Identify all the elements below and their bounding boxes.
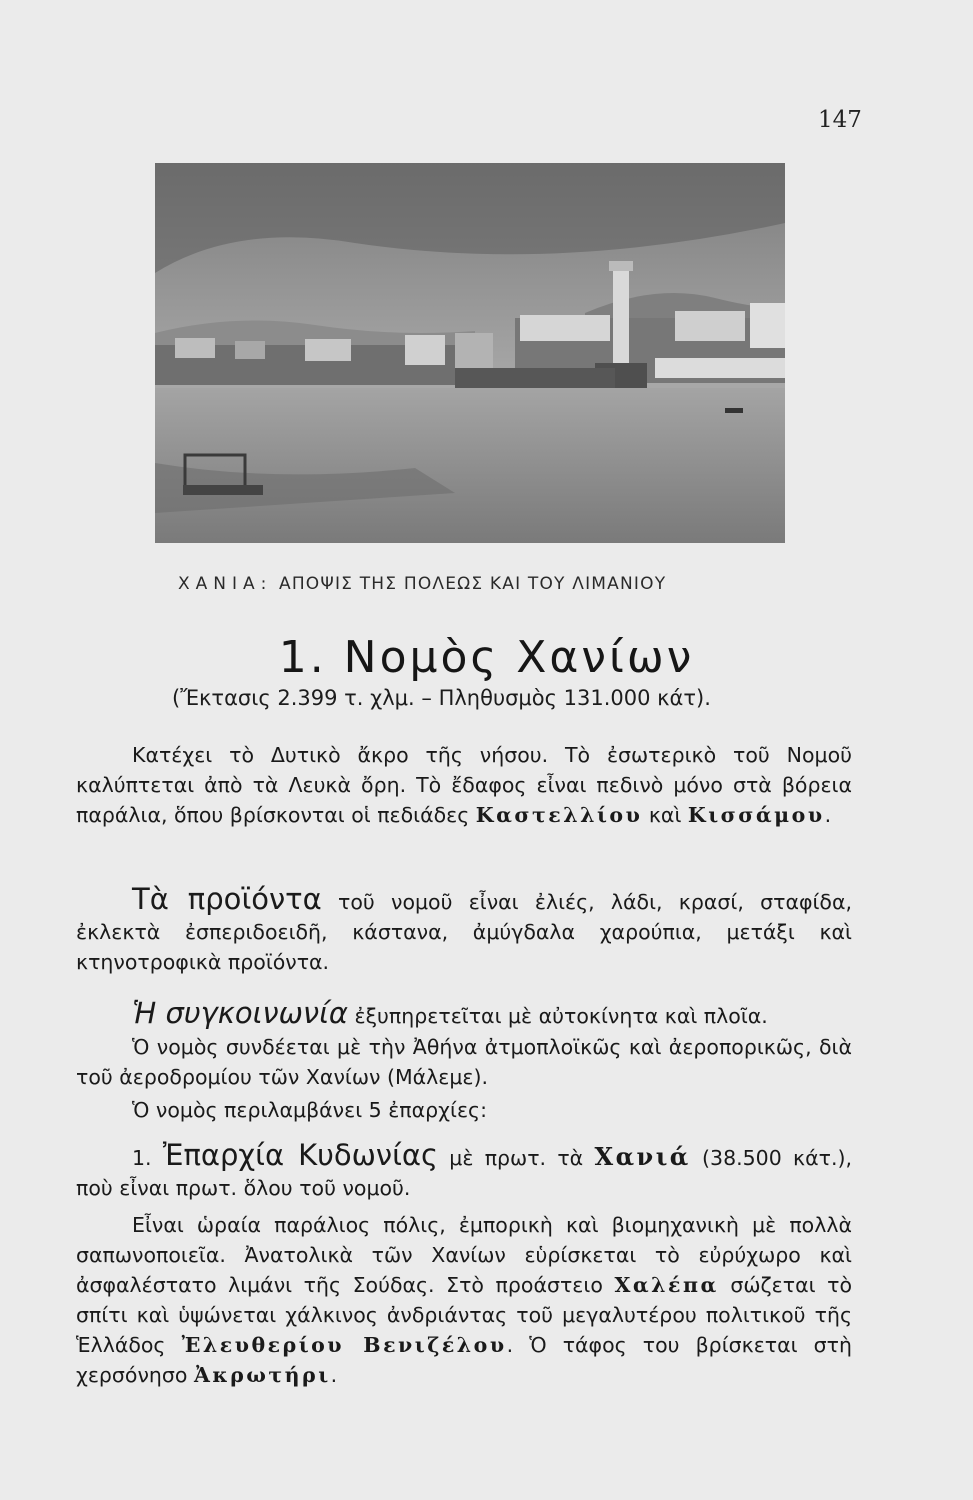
p1-kastelli: Καστελλίου — [475, 803, 643, 827]
paragraph-transport — [76, 998, 852, 1031]
caption-lead: ΧΑΝΙΑ: — [178, 574, 273, 594]
harbor-photo-icon — [155, 163, 785, 543]
paragraph-products — [76, 884, 852, 977]
p7-text-e: . Ὁ τάφος του βρίσκεται στὴ χερσόνησο — [76, 1333, 853, 1387]
paragraph-location — [76, 740, 852, 830]
harbor-photo — [155, 163, 785, 543]
p7-venizelos: Ἐλευθερίου Βενιζέλου — [181, 1333, 507, 1357]
p1-kissamos: Κισσάμου — [687, 803, 825, 827]
page-number: 147 — [818, 107, 862, 133]
paragraph-chania-city — [76, 1210, 852, 1390]
p2-text: τοῦ νομοῦ εἶναι ἐλιές, λάδι, κρασί, σταφίδα, ἐκλεκτὰ ἐσπεριδοειδῆ, κάστανα, ἀμύγδαλα χαρούπια, μετάξι καὶ κτηνοτροφικὰ προϊόντα. — [76, 890, 852, 974]
p7-chalepa: Χαλέπα — [614, 1273, 719, 1297]
p6-text-e: (38.500 κάτ.), ποὺ εἶναι πρωτ. ὅλου τοῦ νομοῦ. — [76, 1146, 852, 1200]
p1-text-a: Κατέχει τὸ Δυτικὸ ἄκρο τῆς νήσου. Τὸ ἐσωτερικὸ τοῦ Νομοῦ καλύπτεται ἀπὸ τὰ Λευκὰ ὄρη. Τὸ ἔδαφος εἶναι πεδινὸ μόνο στὰ βόρεια παράλια, ὅπου βρίσκονται οἱ πεδιάδες — [76, 743, 852, 827]
p6-chania: Χανιά — [594, 1142, 691, 1171]
paragraph-connection: Ὁ νομὸς συνδέεται μὲ τὴν Ἀθήνα ἀτμοπλοϊκῶς καὶ ἀεροπορικῶς, διὰ τοῦ ἀεροδρομίου τῶν Χανίων (Μάλεμε). — [76, 1035, 852, 1089]
p6-text-c: μὲ πρωτ. τὰ — [438, 1146, 595, 1170]
section-subtitle: (Ἔκτασις 2.399 τ. χλμ. – Πληθυσμὸς 131.000 κάτ). — [172, 686, 711, 710]
paragraph-kydonia — [76, 1140, 852, 1203]
p6-number: 1. — [132, 1146, 163, 1170]
p7-text-g: . — [330, 1363, 338, 1387]
p6-heading: Ἐπαρχία Κυδωνίας — [162, 1138, 439, 1172]
photo-caption — [178, 574, 778, 594]
p7-text-c: σώζεται τὸ σπίτι καὶ ὑψώνεται χάλκινος ἀνδριάντας τοῦ μεγαλυτέρου πολιτικοῦ τῆς Ἑλλάδος — [76, 1273, 852, 1357]
paragraph-provinces: Ὁ νομὸς περιλαμβάνει 5 ἐπαρχίες: — [132, 1098, 487, 1122]
p1-text-c: καὶ — [642, 803, 688, 827]
p3-heading: Ἡ συγκοινωνία — [132, 996, 349, 1030]
p7-akrotiri: Ἀκρωτήρι — [193, 1363, 331, 1387]
section-title: 1. Νομὸς Χανίων — [278, 632, 695, 683]
p1-text-e: . — [824, 803, 832, 827]
p2-heading: Τὰ προϊόντα — [132, 882, 322, 916]
p7-text-a: Εἶναι ὡραία παράλιος πόλις, ἐμπορικὴ καὶ βιομηχανικὴ μὲ πολλὰ σαπωνοποιεῖα. Ἀνατολικὰ τῶν Χανίων εὑρίσκεται τὸ εὐρύχωρο καὶ ἀσφαλέστατο λιμάνι τῆς Σούδας. Στὸ προάστειο — [76, 1213, 852, 1297]
caption-rest: ΑΠΟΨΙΣ ΤΗΣ ΠΟΛΕΩΣ ΚΑΙ ΤΟΥ ΛΙΜΑΝΙΟΥ — [278, 574, 667, 594]
p3-text: ἐξυπηρετεῖται μὲ αὐτοκίνητα καὶ πλοῖα. — [348, 1004, 768, 1028]
